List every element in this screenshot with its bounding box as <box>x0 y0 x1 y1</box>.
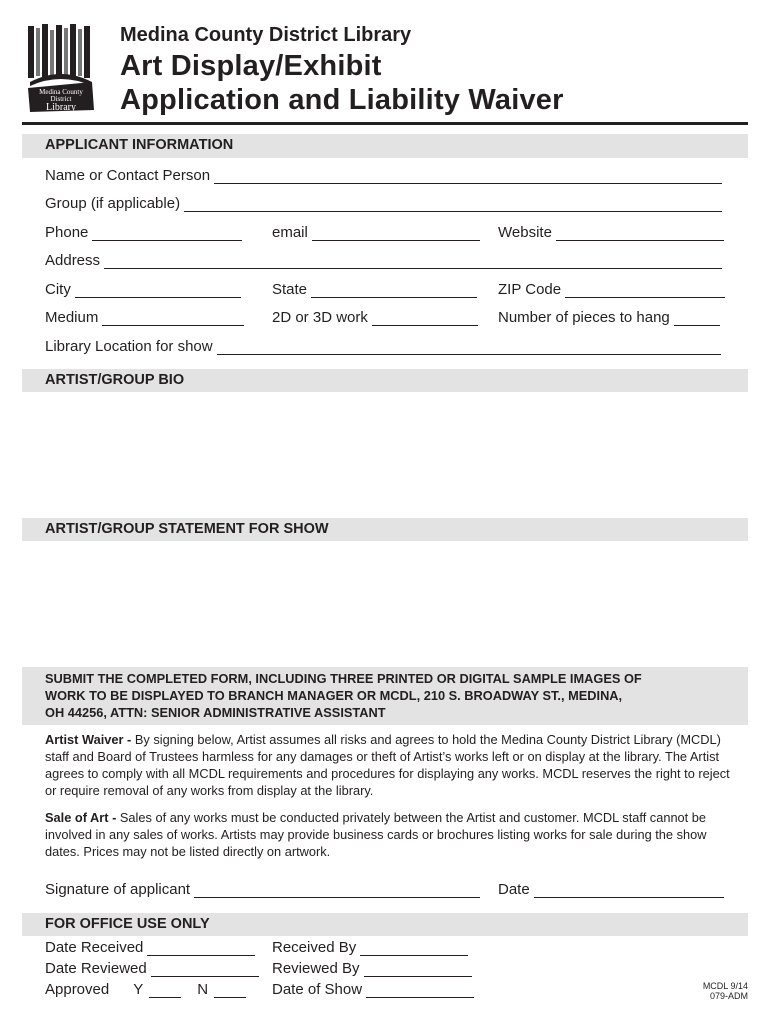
applicant-info-heading: APPLICANT INFORMATION <box>45 137 234 153</box>
sale-of-art-label: Sale of Art - <box>45 810 117 825</box>
signature-date-row <box>498 876 724 898</box>
approved-no-field[interactable] <box>214 984 246 998</box>
date-of-show-row <box>272 976 474 998</box>
applicant-info-band <box>22 134 748 158</box>
group-row <box>45 190 722 212</box>
zip-label: ZIP Code <box>498 281 562 298</box>
page-title-line2: Application and Liability Waiver <box>120 84 564 116</box>
bio-heading: ARTIST/GROUP BIO <box>45 372 185 388</box>
zip-field[interactable] <box>565 284 725 298</box>
reviewed-by-label: Reviewed By <box>272 960 360 977</box>
artist-waiver-paragraph <box>45 731 735 799</box>
office-band <box>22 913 748 936</box>
approved-row <box>45 976 246 998</box>
form-code-line1: MCDL 9/14 <box>702 981 748 991</box>
medium-field[interactable] <box>102 312 244 326</box>
sale-of-art-paragraph <box>45 809 735 860</box>
submit-line-3: OH 44256, ATTN: SENIOR ADMINISTRATIVE ASSISTANT <box>45 705 386 720</box>
signature-date-field[interactable] <box>534 884 724 898</box>
submit-line-2: WORK TO BE DISPLAYED TO BRANCH MANAGER OR MCDL, 210 S. BROADWAY ST., MEDINA, <box>45 688 623 703</box>
signature-date-label: Date <box>498 881 530 898</box>
page-title-line1: Art Display/Exhibit <box>120 50 382 82</box>
location-row <box>45 333 721 355</box>
header-divider <box>22 122 748 125</box>
approved-no-label: N <box>197 981 209 998</box>
submit-line-1: SUBMIT THE COMPLETED FORM, INCLUDING THREE PRINTED OR DIGITAL SAMPLE IMAGES OF <box>45 671 642 686</box>
date-received-label: Date Received <box>45 939 144 956</box>
zip-row <box>498 276 725 298</box>
name-label: Name or Contact Person <box>45 167 211 184</box>
bio-area[interactable] <box>22 394 748 512</box>
received-by-label: Received By <box>272 939 357 956</box>
form-code <box>703 981 748 1001</box>
date-of-show-field[interactable] <box>366 984 474 998</box>
group-field[interactable] <box>184 198 722 212</box>
website-field[interactable] <box>556 227 724 241</box>
medium-label: Medium <box>45 309 99 326</box>
artist-waiver-label: Artist Waiver - <box>45 732 132 747</box>
state-label: State <box>272 281 308 298</box>
svg-text:Medina County: Medina County <box>39 88 83 96</box>
artist-waiver-text: By signing below, Artist assumes all risks and agrees to hold the Medina County District Library (MCDL) staff and Board of Trustees harmless for any damages or theft of Artist’s works left or on display at the library. The Artist agrees to comply with all MCDL requirements and procedures for displaying any works. MCDL reserves the right to reject or require removal of any works from display at the library. <box>45 732 730 798</box>
received-by-row <box>272 934 468 956</box>
name-field[interactable] <box>214 170 722 184</box>
pieces-row <box>498 304 720 326</box>
signature-field[interactable] <box>194 884 480 898</box>
email-field[interactable] <box>312 227 480 241</box>
received-by-field[interactable] <box>360 942 468 956</box>
date-of-show-label: Date of Show <box>272 981 363 998</box>
approved-yes-label: Y <box>133 981 144 998</box>
phone-field[interactable] <box>92 227 242 241</box>
reviewed-by-row <box>272 955 472 977</box>
organization-name: Medina County District Library <box>120 24 412 46</box>
email-label: email <box>272 224 308 241</box>
location-field[interactable] <box>217 341 721 355</box>
svg-text:District: District <box>50 95 72 103</box>
address-label: Address <box>45 252 101 269</box>
location-label: Library Location for show <box>45 338 213 355</box>
office-heading: FOR OFFICE USE ONLY <box>45 916 210 932</box>
date-reviewed-field[interactable] <box>151 963 259 977</box>
phone-row <box>45 219 242 241</box>
sale-of-art-text: Sales of any works must be conducted privately between the Artist and customer. MCDL staff cannot be involved in any sales of works. Artists may provide business cards or brochures listing works for sale during the show dates. Prices may not be listed directly on artwork. <box>45 810 707 859</box>
phone-label: Phone <box>45 224 89 241</box>
reviewed-by-field[interactable] <box>364 963 472 977</box>
city-label: City <box>45 281 71 298</box>
pieces-label: Number of pieces to hang <box>498 309 670 326</box>
state-row <box>272 276 477 298</box>
email-row <box>272 219 480 241</box>
statement-heading: ARTIST/GROUP STATEMENT FOR SHOW <box>45 521 329 537</box>
group-label: Group (if applicable) <box>45 195 181 212</box>
signature-label: Signature of applicant <box>45 881 191 898</box>
city-field[interactable] <box>75 284 241 298</box>
date-received-row <box>45 934 255 956</box>
approved-label: Approved <box>45 981 110 998</box>
website-row <box>498 219 724 241</box>
address-row <box>45 247 722 269</box>
svg-text:Library: Library <box>46 102 76 113</box>
bio-band <box>22 369 748 392</box>
pieces-field[interactable] <box>674 312 720 326</box>
form-code-line2: 079-ADM <box>709 991 748 1001</box>
submit-instructions <box>45 670 735 721</box>
statement-band <box>22 518 748 541</box>
address-field[interactable] <box>104 255 722 269</box>
work-type-row <box>272 304 478 326</box>
website-label: Website <box>498 224 552 241</box>
city-row <box>45 276 241 298</box>
date-reviewed-row <box>45 955 259 977</box>
library-logo-icon <box>22 22 100 114</box>
date-reviewed-label: Date Reviewed <box>45 960 147 977</box>
signature-row <box>45 876 480 898</box>
work-type-field[interactable] <box>372 312 478 326</box>
approved-yes-field[interactable] <box>149 984 181 998</box>
medium-row <box>45 304 244 326</box>
library-logo <box>22 22 100 114</box>
statement-area[interactable] <box>22 543 748 661</box>
work-type-label: 2D or 3D work <box>272 309 368 326</box>
name-row <box>45 162 722 184</box>
date-received-field[interactable] <box>147 942 255 956</box>
state-field[interactable] <box>311 284 477 298</box>
